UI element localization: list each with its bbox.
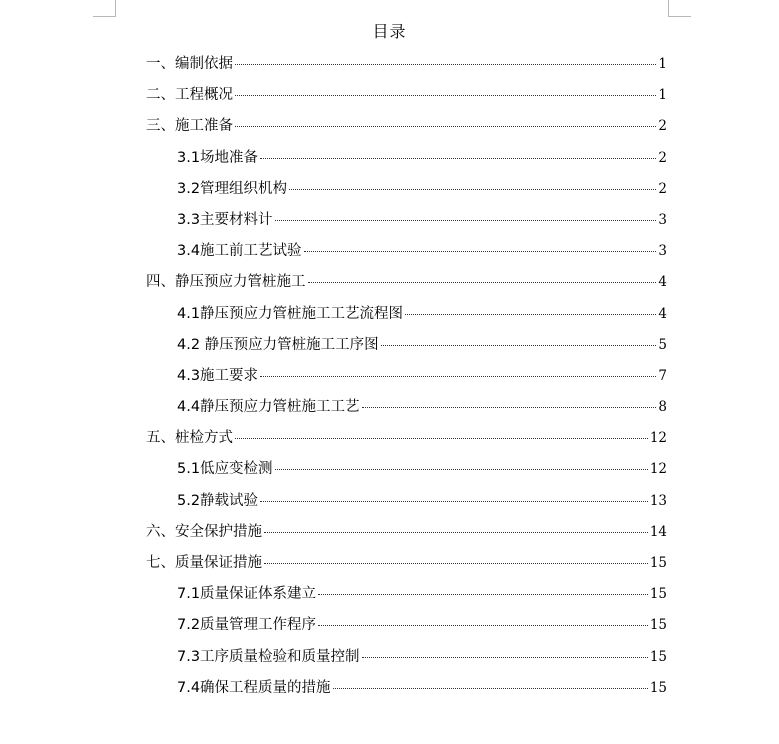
toc-entry[interactable] bbox=[146, 522, 667, 553]
page-corner-mark-right bbox=[668, 0, 691, 17]
toc-page-number: 2 bbox=[658, 180, 667, 197]
toc-dot-leader bbox=[275, 220, 657, 221]
toc-entry[interactable] bbox=[146, 241, 667, 272]
toc-page-number: 4 bbox=[658, 274, 667, 291]
toc-entry[interactable] bbox=[146, 615, 667, 646]
toc-entry-text: 四、静压预应力管桩施工 bbox=[146, 274, 306, 291]
toc-dot-leader bbox=[264, 532, 648, 533]
toc-entry-text: 3.3主要材料计 bbox=[177, 211, 273, 228]
toc-entry[interactable] bbox=[146, 54, 667, 85]
toc-page-number: 2 bbox=[658, 149, 667, 166]
toc-entry-text: 4.1静压预应力管桩施工工艺流程图 bbox=[177, 305, 404, 322]
toc-entry[interactable] bbox=[146, 179, 667, 210]
toc-entry-text: 7.2质量管理工作程序 bbox=[177, 617, 317, 634]
toc-entry-text: 4.2 静压预应力管桩施工工序图 bbox=[177, 336, 379, 353]
toc-entry[interactable] bbox=[146, 459, 667, 490]
toc-entry-text: 7.3工序质量检验和质量控制 bbox=[177, 648, 360, 665]
toc-entry-text: 5.1低应变检测 bbox=[177, 461, 273, 478]
toc-page-number: 3 bbox=[658, 243, 667, 260]
toc-dot-leader bbox=[304, 251, 657, 252]
toc-dot-leader bbox=[405, 314, 656, 315]
toc-entry[interactable] bbox=[146, 678, 667, 709]
toc-dot-leader bbox=[275, 469, 648, 470]
toc-page-number: 15 bbox=[649, 617, 667, 634]
toc-dot-leader bbox=[235, 126, 656, 127]
toc-page-number: 2 bbox=[658, 118, 667, 135]
toc-entry-text: 7.1质量保证体系建立 bbox=[177, 586, 317, 603]
toc-entry-text: 5.2静载试验 bbox=[177, 492, 259, 509]
toc-dot-leader bbox=[362, 657, 648, 658]
toc-dot-leader bbox=[318, 594, 648, 595]
toc-entry[interactable] bbox=[146, 85, 667, 116]
toc-entry-text: 3.4施工前工艺试验 bbox=[177, 243, 302, 260]
toc-entry-text: 五、桩检方式 bbox=[146, 430, 233, 447]
toc-dot-leader bbox=[362, 407, 657, 408]
toc-entry[interactable] bbox=[146, 272, 667, 303]
toc-page-number: 12 bbox=[649, 430, 667, 447]
toc-entry[interactable] bbox=[146, 335, 667, 366]
toc-entry[interactable] bbox=[146, 553, 667, 584]
toc-entry-text: 二、工程概况 bbox=[146, 87, 233, 104]
toc-page-number: 7 bbox=[658, 367, 667, 384]
page-corner-mark-left bbox=[93, 0, 116, 17]
toc-entry[interactable] bbox=[146, 397, 667, 428]
toc-dot-leader bbox=[333, 688, 648, 689]
toc-dot-leader bbox=[260, 501, 648, 502]
toc-entry[interactable] bbox=[146, 304, 667, 335]
toc-title: 目录 bbox=[372, 22, 407, 41]
toc-dot-leader bbox=[264, 563, 648, 564]
toc-page-number: 15 bbox=[649, 648, 667, 665]
toc-page-number: 15 bbox=[649, 586, 667, 603]
toc-entry[interactable] bbox=[146, 647, 667, 678]
toc-entry[interactable] bbox=[146, 366, 667, 397]
toc-entry[interactable] bbox=[146, 116, 667, 147]
toc-entry-text: 六、安全保护措施 bbox=[146, 523, 262, 540]
toc-entry-text: 一、编制依据 bbox=[146, 56, 233, 72]
toc-entry[interactable] bbox=[146, 491, 667, 522]
toc-entry-text: 3.2管理组织机构 bbox=[177, 180, 288, 197]
toc-dot-leader bbox=[381, 345, 657, 346]
toc-dot-leader bbox=[260, 158, 656, 159]
toc-page-number: 8 bbox=[658, 399, 667, 416]
toc-page-number: 12 bbox=[649, 461, 667, 478]
toc-entry[interactable] bbox=[146, 210, 667, 241]
toc-list bbox=[146, 54, 667, 709]
toc-dot-leader bbox=[318, 625, 648, 626]
toc-page-number: 3 bbox=[658, 211, 667, 228]
toc-entry-text: 4.4静压预应力管桩施工工艺 bbox=[177, 399, 360, 416]
toc-entry-text: 4.3施工要求 bbox=[177, 367, 259, 384]
toc-page-number: 15 bbox=[649, 555, 667, 571]
toc-entry-text: 3.1场地准备 bbox=[177, 149, 259, 166]
toc-page-number: 1 bbox=[658, 87, 667, 104]
toc-page-number: 13 bbox=[649, 492, 667, 509]
toc-page-number: 5 bbox=[658, 336, 667, 353]
toc-entry-text: 7.4确保工程质量的措施 bbox=[177, 679, 331, 696]
toc-entry-text: 七、质量保证措施 bbox=[146, 555, 262, 571]
toc-entry[interactable] bbox=[146, 584, 667, 615]
toc-page-number: 4 bbox=[658, 305, 667, 322]
toc-dot-leader bbox=[235, 64, 656, 65]
toc-entry[interactable] bbox=[146, 428, 667, 459]
toc-dot-leader bbox=[260, 376, 656, 377]
toc-dot-leader bbox=[289, 189, 656, 190]
toc-entry[interactable] bbox=[146, 148, 667, 179]
toc-dot-leader bbox=[235, 95, 656, 96]
toc-page-number: 15 bbox=[649, 679, 667, 696]
toc-dot-leader bbox=[308, 282, 657, 283]
toc-dot-leader bbox=[235, 438, 648, 439]
toc-entry-text: 三、施工准备 bbox=[146, 118, 233, 135]
toc-page-number: 14 bbox=[649, 523, 667, 540]
toc-page-number: 1 bbox=[658, 56, 667, 72]
